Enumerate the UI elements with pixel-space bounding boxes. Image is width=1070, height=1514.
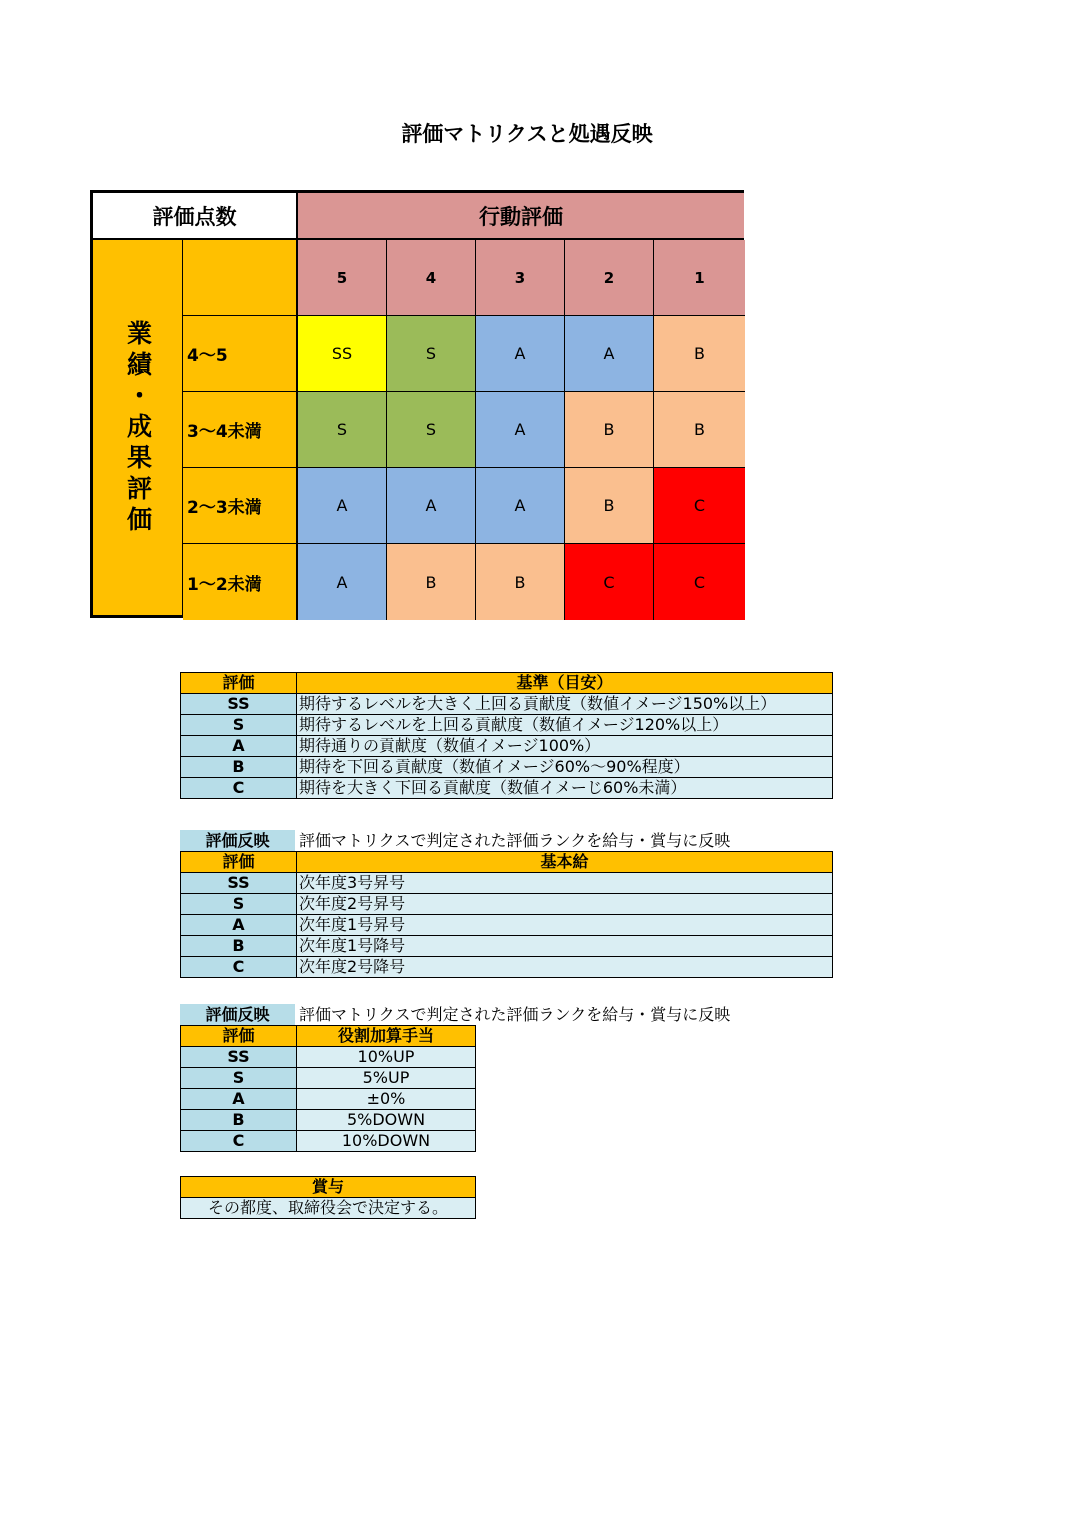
salary-header-row: [181, 852, 833, 873]
performance-score-label: 1～2未満: [183, 544, 298, 620]
matrix-rank-cell: A: [476, 468, 565, 544]
allowance-header-row: [181, 1026, 476, 1047]
allowance-table: [180, 1025, 476, 1152]
salary-note: [180, 830, 832, 851]
table-row: [181, 1110, 476, 1131]
rank-cell: C: [181, 778, 297, 799]
rank-cell: B: [181, 757, 297, 778]
performance-score-label: 2～3未満: [183, 468, 298, 544]
rank-cell: B: [181, 1110, 297, 1131]
matrix-rank-cell: A: [476, 392, 565, 468]
rank-cell: B: [181, 936, 297, 957]
table-row: [181, 1198, 476, 1219]
table-row: [181, 915, 833, 936]
rank-cell: S: [181, 1068, 297, 1089]
desc-cell: 次年度3号昇号: [297, 873, 833, 894]
desc-cell: 期待を下回る貢献度（数値イメージ60%～90%程度）: [297, 757, 833, 778]
desc-cell: 次年度2号昇号: [297, 894, 833, 915]
rank-cell: SS: [181, 694, 297, 715]
allowance-note: [180, 1004, 832, 1025]
rank-cell: A: [181, 736, 297, 757]
score-header: 評価点数: [93, 193, 298, 240]
table-row: [181, 736, 833, 757]
desc-cell: 期待するレベルを大きく上回る貢献度（数値イメージ150%以上）: [297, 694, 833, 715]
desc-cell: 次年度1号昇号: [297, 915, 833, 936]
matrix-rank-cell: SS: [298, 316, 387, 392]
matrix-rank-cell: B: [654, 316, 745, 392]
table-row: [181, 1068, 476, 1089]
matrix-rank-cell: S: [387, 392, 476, 468]
desc-cell: 期待通りの貢献度（数値イメージ100%）: [297, 736, 833, 757]
behavior-score-header: 2: [565, 240, 654, 316]
matrix-rank-cell: B: [654, 392, 745, 468]
performance-label-text: 業績・成果評価: [123, 320, 153, 537]
matrix-rank-cell: C: [654, 544, 745, 620]
table-row: [181, 694, 833, 715]
evaluation-matrix: [90, 190, 744, 618]
behavior-header: 行動評価: [298, 193, 744, 240]
desc-cell: 次年度2号降号: [297, 957, 833, 978]
rank-cell: C: [181, 957, 297, 978]
matrix-rank-cell: A: [298, 544, 387, 620]
criteria-header-row: [181, 673, 833, 694]
desc-cell: 5%UP: [297, 1068, 476, 1089]
matrix-rank-cell: B: [476, 544, 565, 620]
performance-score-label: 4～5: [183, 316, 298, 392]
page-title: 評価マトリクスと処遇反映: [401, 122, 653, 146]
criteria-header-desc: 基準（目安）: [297, 673, 833, 694]
salary-note-text: 評価マトリクスで判定された評価ランクを給与・賞与に反映: [299, 831, 731, 850]
matrix-rank-cell: S: [298, 392, 387, 468]
rank-cell: C: [181, 1131, 297, 1152]
rank-cell: A: [181, 915, 297, 936]
behavior-score-header: 3: [476, 240, 565, 316]
bonus-header: 賞与: [181, 1177, 476, 1198]
matrix-rank-cell: C: [654, 468, 745, 544]
rank-cell: A: [181, 1089, 297, 1110]
allowance-note-text: 評価マトリクスで判定された評価ランクを給与・賞与に反映: [299, 1005, 731, 1024]
table-row: [181, 1131, 476, 1152]
salary-header-desc: 基本給: [297, 852, 833, 873]
table-row: [181, 1089, 476, 1110]
bonus-text: その都度、取締役会で決定する。: [181, 1198, 476, 1219]
table-row: [181, 873, 833, 894]
behavior-score-header: 1: [654, 240, 745, 316]
blank-header-cell: [183, 240, 298, 316]
performance-label: [93, 240, 183, 615]
matrix-rank-cell: A: [565, 316, 654, 392]
desc-cell: 10%DOWN: [297, 1131, 476, 1152]
salary-header-rank: 評価: [181, 852, 297, 873]
behavior-score-header: 4: [387, 240, 476, 316]
criteria-header-rank: 評価: [181, 673, 297, 694]
matrix-rank-cell: A: [476, 316, 565, 392]
allowance-header-rank: 評価: [181, 1026, 297, 1047]
criteria-table: [180, 672, 833, 799]
desc-cell: ±0%: [297, 1089, 476, 1110]
matrix-rank-cell: C: [565, 544, 654, 620]
desc-cell: 期待を大きく下回る貢献度（数値イメーじ60%未満）: [297, 778, 833, 799]
bonus-table: [180, 1176, 476, 1219]
table-row: [181, 957, 833, 978]
matrix-rank-cell: A: [298, 468, 387, 544]
matrix-rank-cell: A: [387, 468, 476, 544]
desc-cell: 5%DOWN: [297, 1110, 476, 1131]
matrix-rank-cell: B: [565, 392, 654, 468]
table-row: [181, 1047, 476, 1068]
table-row: [181, 778, 833, 799]
allowance-note-label: 評価反映: [180, 1004, 295, 1025]
bonus-header-row: [181, 1177, 476, 1198]
desc-cell: 10%UP: [297, 1047, 476, 1068]
rank-cell: S: [181, 894, 297, 915]
allowance-header-desc: 役割加算手当: [297, 1026, 476, 1047]
rank-cell: SS: [181, 873, 297, 894]
salary-note-label: 評価反映: [180, 830, 295, 851]
matrix-rank-cell: B: [387, 544, 476, 620]
table-row: [181, 936, 833, 957]
rank-cell: SS: [181, 1047, 297, 1068]
matrix-rank-cell: S: [387, 316, 476, 392]
table-row: [181, 894, 833, 915]
salary-table: [180, 851, 833, 978]
behavior-score-header: 5: [298, 240, 387, 316]
table-row: [181, 757, 833, 778]
desc-cell: 次年度1号降号: [297, 936, 833, 957]
performance-score-label: 3～4未満: [183, 392, 298, 468]
desc-cell: 期待するレベルを上回る貢献度（数値イメージ120%以上）: [297, 715, 833, 736]
matrix-rank-cell: B: [565, 468, 654, 544]
table-row: [181, 715, 833, 736]
rank-cell: S: [181, 715, 297, 736]
